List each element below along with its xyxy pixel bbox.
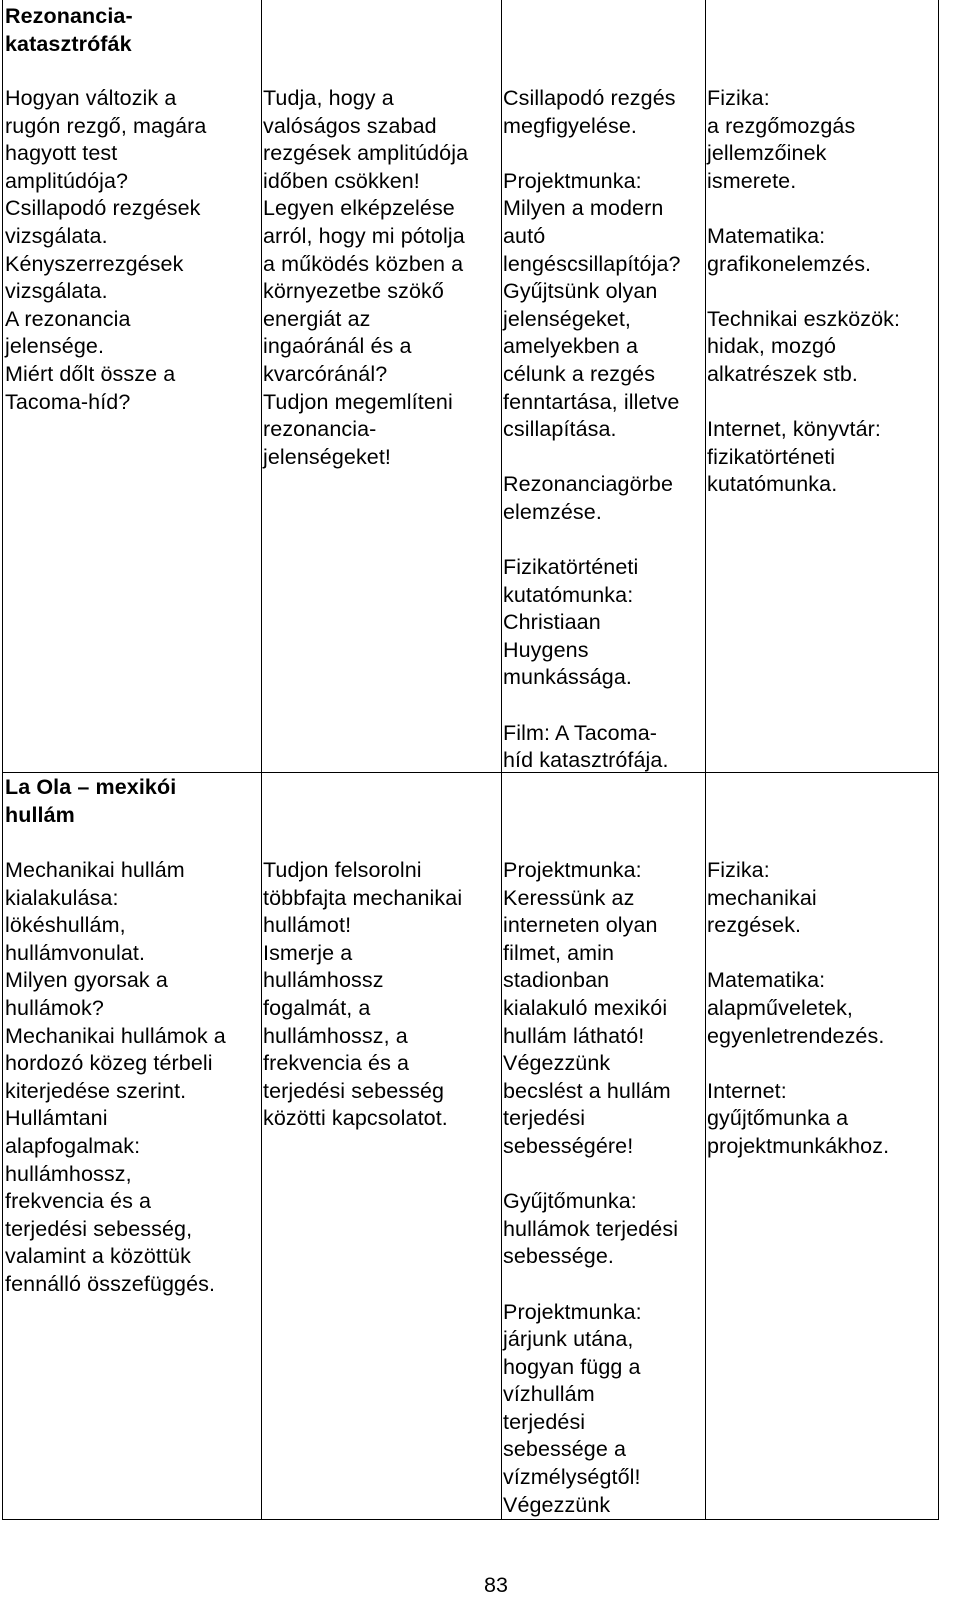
- text-line: Gyűjtőmunka:: [503, 1189, 637, 1214]
- text-line: Tudjon felsorolni: [263, 858, 422, 882]
- text-line: terjedési: [503, 1106, 586, 1131]
- text-line: hullámhossz,: [5, 1161, 132, 1186]
- text-line: fenntartása, illetve: [503, 389, 680, 414]
- text-line: hullám látható!: [503, 1023, 645, 1048]
- text-line: Projektmunka:: [503, 168, 642, 193]
- text-line: Mechanikai hullám: [5, 858, 185, 882]
- text-line: terjedési sebesség: [263, 1078, 445, 1103]
- text-line: Gyűjtsünk olyan: [503, 279, 658, 304]
- text-line: környezetbe szökő: [263, 279, 444, 304]
- text-line: jellemzőinek: [707, 141, 827, 166]
- text-line: Film: A Tacoma-: [503, 720, 658, 745]
- text-line: Technikai eszközök:: [707, 306, 901, 331]
- text-line: jelenségeket!: [263, 444, 392, 469]
- text-line: sebessége a: [503, 1437, 627, 1462]
- text-line: híd katasztrófája.: [503, 748, 669, 773]
- text-line: Projektmunka:: [503, 1299, 642, 1324]
- text-line: sebességére!: [503, 1133, 634, 1158]
- text-line: alapműveletek,: [707, 995, 854, 1020]
- text-line: Tudjon megemlíteni: [263, 389, 453, 414]
- table-border-right: [938, 0, 939, 1520]
- text-line: vizsgálata.: [5, 279, 108, 304]
- activity-paragraph: [503, 857, 703, 1161]
- text-line: Milyen gyorsak a: [5, 968, 168, 993]
- text-line: hullámhossz, a: [263, 1023, 408, 1048]
- text-line: hullámhossz: [263, 968, 384, 993]
- text-line: hullámok?: [5, 995, 104, 1020]
- text-line: Végezzünk: [503, 1492, 611, 1517]
- text-line: A rezonancia: [5, 306, 131, 331]
- text-line: Hullámtani: [5, 1106, 108, 1131]
- text-line: Fizika:: [707, 86, 770, 110]
- title-line: Rezonancia-: [5, 4, 133, 28]
- section1-activities: [503, 85, 703, 775]
- text-line: Fizikatörténeti: [503, 555, 639, 580]
- text-line: Végezzünk: [503, 1051, 611, 1076]
- text-line: jelenségeket,: [503, 306, 632, 331]
- text-line: filmet, amin: [503, 940, 615, 965]
- text-line: kutatómunka.: [707, 472, 838, 497]
- connection-paragraph: [707, 1078, 937, 1161]
- connection-paragraph: [707, 223, 937, 278]
- text-line: kiterjedése szerint.: [5, 1078, 187, 1103]
- activity-paragraph: [503, 1188, 703, 1271]
- text-line: fogalmát, a: [263, 995, 371, 1020]
- section1-topics: [5, 85, 259, 416]
- text-line: mechanikai: [707, 885, 817, 910]
- text-line: Tudja, hogy a: [263, 86, 394, 110]
- table-border-bottom: [2, 1519, 939, 1520]
- connection-paragraph: [707, 967, 937, 1050]
- section1-title: [5, 3, 255, 58]
- text-line: sebessége.: [503, 1244, 614, 1269]
- text-line: a működés közben a: [263, 251, 464, 276]
- section2-activities: [503, 857, 703, 1519]
- text-line: Ismerje a: [263, 940, 353, 965]
- text-line: Miért dőlt össze a: [5, 361, 176, 386]
- title-line: hullám: [5, 802, 75, 827]
- connection-paragraph: [707, 416, 937, 499]
- text-line: Matematika:: [707, 968, 826, 993]
- text-line: Internet, könyvtár:: [707, 417, 881, 442]
- section2-requirements: [263, 857, 499, 1133]
- text-line: Hogyan változik a: [5, 86, 177, 110]
- text-line: hidak, mozgó: [707, 334, 837, 359]
- text-line: rezgések.: [707, 913, 802, 938]
- section2-connections: [707, 857, 937, 1161]
- text-line: gyűjtőmunka a: [707, 1106, 849, 1131]
- text-line: rugón rezgő, magára: [5, 113, 207, 138]
- text-line: valóságos szabad: [263, 113, 437, 138]
- text-line: Tacoma-híd?: [5, 389, 131, 414]
- text-line: kvarcóránál?: [263, 361, 388, 386]
- text-line: Mechanikai hullámok a: [5, 1023, 226, 1048]
- activity-paragraph: [503, 85, 703, 140]
- page-number: 83: [484, 1573, 508, 1597]
- text-line: a rezgőmozgás: [707, 113, 856, 138]
- text-line: közötti kapcsolatot.: [263, 1106, 448, 1131]
- text-line: amelyekben a: [503, 334, 639, 359]
- text-line: Matematika:: [707, 223, 826, 248]
- text-line: alkatrészek stb.: [707, 361, 858, 386]
- text-line: Legyen elképzelése: [263, 196, 455, 221]
- column-divider-2: [501, 0, 502, 1520]
- activity-paragraph: [503, 720, 703, 775]
- text-line: hullámot!: [263, 913, 352, 938]
- text-line: Fizika:: [707, 858, 770, 882]
- text-line: energiát az: [263, 306, 371, 331]
- text-line: rezonancia-: [263, 417, 377, 442]
- text-line: Projektmunka:: [503, 858, 642, 882]
- section-divider: [2, 772, 939, 773]
- activity-paragraph: [503, 554, 703, 692]
- table-border-left: [2, 0, 3, 1520]
- text-line: többfajta mechanikai: [263, 885, 463, 910]
- column-divider-3: [705, 0, 706, 1520]
- text-line: Csillapodó rezgések: [5, 196, 201, 221]
- text-line: ismerete.: [707, 168, 797, 193]
- text-line: vizsgálata.: [5, 223, 108, 248]
- text-line: hullámok terjedési: [503, 1216, 679, 1241]
- section2-title: [5, 774, 255, 829]
- text-line: célunk a rezgés: [503, 361, 656, 386]
- connection-paragraph: [707, 85, 937, 195]
- text-line: becslést a hullám: [503, 1078, 671, 1103]
- text-line: rezgések amplitúdója: [263, 141, 469, 166]
- column-divider-1: [261, 0, 262, 1520]
- text-line: amplitúdója?: [5, 168, 129, 193]
- text-line: valamint a közöttük: [5, 1244, 191, 1269]
- text-line: lengéscsillapítója?: [503, 251, 681, 276]
- text-line: terjedési: [503, 1409, 586, 1434]
- title-line: La Ola – mexikói: [5, 775, 177, 799]
- text-line: frekvencia és a: [5, 1189, 152, 1214]
- text-line: arról, hogy mi pótolja: [263, 223, 465, 248]
- section1-connections: [707, 85, 937, 499]
- text-line: hogyan függ a: [503, 1354, 641, 1379]
- section2-topics: [5, 857, 259, 1299]
- connection-paragraph: [707, 857, 937, 940]
- text-line: Internet:: [707, 1078, 787, 1103]
- text-line: terjedési sebesség,: [5, 1216, 193, 1241]
- text-line: időben csökken!: [263, 168, 420, 193]
- text-line: fennálló összefüggés.: [5, 1271, 216, 1296]
- text-line: megfigyelése.: [503, 113, 637, 138]
- text-line: Kényszerrezgések: [5, 251, 184, 276]
- activity-paragraph: [503, 1299, 703, 1520]
- section1-requirements: [263, 85, 499, 471]
- text-line: grafikonelemzés.: [707, 251, 872, 276]
- text-line: munkássága.: [503, 665, 632, 690]
- text-line: hagyott test: [5, 141, 118, 166]
- text-line: frekvencia és a: [263, 1051, 410, 1076]
- text-line: stadionban: [503, 968, 610, 993]
- text-line: járjunk utána,: [503, 1327, 634, 1352]
- text-line: Huygens: [503, 637, 589, 662]
- text-line: vízmélységtől!: [503, 1465, 641, 1490]
- text-line: elemzése.: [503, 499, 602, 524]
- text-line: jelensége.: [5, 334, 105, 359]
- text-line: ingaóránál és a: [263, 334, 412, 359]
- text-line: alapfogalmak:: [5, 1133, 141, 1158]
- text-line: csillapítása.: [503, 417, 617, 442]
- text-line: fizikatörténeti: [707, 444, 836, 469]
- text-line: kutatómunka:: [503, 582, 634, 607]
- text-line: projektmunkákhoz.: [707, 1133, 890, 1158]
- text-line: kialakulása:: [5, 885, 119, 910]
- text-line: vízhullám: [503, 1382, 595, 1407]
- text-line: interneten olyan: [503, 913, 658, 938]
- text-line: hordozó közeg térbeli: [5, 1051, 213, 1076]
- text-line: Keressünk az: [503, 885, 635, 910]
- connection-paragraph: [707, 306, 937, 389]
- text-line: hullámvonulat.: [5, 940, 146, 965]
- text-line: egyenletrendezés.: [707, 1023, 885, 1048]
- text-line: autó: [503, 223, 546, 248]
- title-line: katasztrófák: [5, 31, 132, 56]
- text-line: Csillapodó rezgés: [503, 86, 676, 110]
- text-line: Christiaan: [503, 610, 601, 635]
- text-line: Milyen a modern: [503, 196, 664, 221]
- activity-paragraph: [503, 168, 703, 444]
- text-line: lökéshullám,: [5, 913, 126, 938]
- text-line: kialakuló mexikói: [503, 995, 668, 1020]
- text-line: Rezonanciagörbe: [503, 472, 674, 497]
- activity-paragraph: [503, 471, 703, 526]
